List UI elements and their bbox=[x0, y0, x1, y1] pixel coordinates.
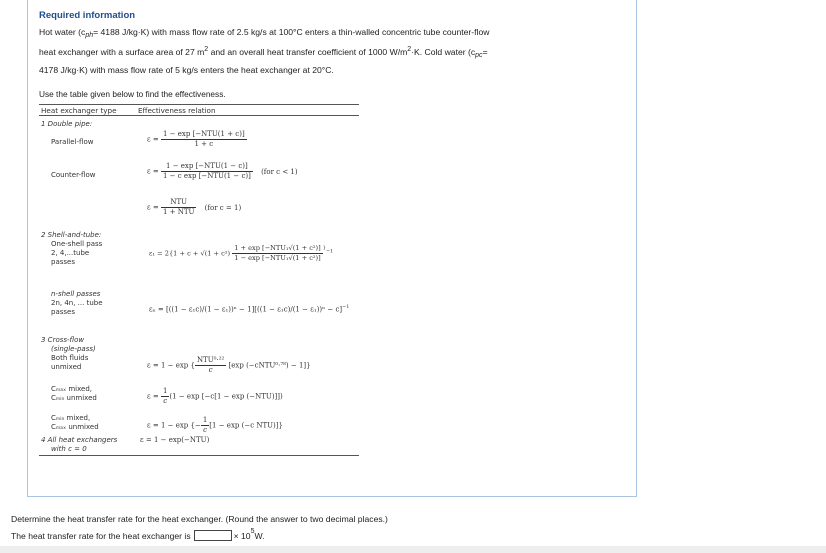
page-bottom-band bbox=[0, 546, 826, 553]
eq-one-shell: ε₁ = 2{1 + c + √(1 + c²) $\frac{\text{1 + exp [−NTU₁√(1 + c²)]}}{\text{1 − exp [−NTU₁√(1 + c²)]}}$ $^{\}-1}$ bbox=[149, 244, 334, 262]
problem-line-1: Hot water ($c_{ph}= 4188$ J/kg·K) with mass flow rate of 2.5 kg/s at 100°C enters a thin-walled concentric tube counter-flow bbox=[39, 27, 490, 39]
table-header bbox=[39, 104, 359, 116]
row-cmin-mixed: Cₘᵢₙ mixed, bbox=[51, 414, 91, 422]
row-counter-flow: Counter-flow bbox=[51, 171, 96, 179]
heat-transfer-rate-input[interactable] bbox=[194, 530, 232, 541]
effectiveness-table bbox=[39, 104, 359, 456]
required-information-panel bbox=[27, 0, 637, 497]
eq-all-exchangers: ε = 1 − exp(−NTU) bbox=[140, 436, 210, 444]
problem-line-3: 4178 J/kg·K) with mass flow rate of 5 kg/s enters the heat exchanger at 20°C. bbox=[39, 65, 334, 75]
eq-cmin-mixed: ε = 1 − exp {− $\frac{1}{c}$ [1 − exp (−c NTU)]} bbox=[147, 416, 283, 434]
eq-counter-flow-c1: ε = $\frac{\text{NTU}}{\text{1 + NTU}}$ (for c = 1) bbox=[147, 198, 242, 216]
column-header-type: Heat exchanger type bbox=[41, 106, 117, 115]
row-cross-flow: 3 Cross-flow bbox=[41, 336, 85, 344]
row-both-fluids: Both fluids bbox=[51, 354, 89, 362]
answer-line bbox=[11, 530, 265, 541]
row-n-shell-1: n-shell passes bbox=[51, 290, 101, 298]
eq-n-shell: $\varepsilon_n = [((1 - \varepsilon_1c)/(1 - \varepsilon_1))^n - 1][((1 - \varepsilon_1c)/(1 - \varepsilon_1))^n - c]^{-1}$ bbox=[149, 304, 350, 314]
row-single-pass: (single-pass) bbox=[51, 345, 96, 353]
row-both-unmixed: unmixed bbox=[51, 363, 82, 371]
row-cmin-unmixed: Cₘᵢₙ unmixed bbox=[51, 394, 97, 402]
row-double-pipe: 1 Double pipe: bbox=[41, 120, 93, 128]
row-cmax-mixed: Cₘₐₓ mixed, bbox=[51, 385, 92, 393]
answer-prefix: The heat transfer rate for the heat exchanger is bbox=[11, 530, 191, 541]
row-shell-and-tube: 2 Shell-and-tube: bbox=[41, 231, 102, 239]
question-text: Determine the heat transfer rate for the heat exchanger. (Round the answer to two decimal places.) bbox=[11, 514, 388, 524]
eq-counter-flow: ε = $\frac{\text{1 − exp [−NTU(1 − c)]}}{\text{1 − c exp [−NTU(1 − c)]}}$ (for c < 1) bbox=[147, 162, 298, 180]
row-n-shell-3: passes bbox=[51, 308, 75, 316]
table-bottom-rule bbox=[39, 455, 359, 456]
row-one-shell-3: passes bbox=[51, 258, 75, 266]
eq-parallel-flow: ε = $\frac{\text{1 − exp [−NTU(1 + c)]}}{1 + c}$ bbox=[147, 130, 245, 148]
use-table-instruction: Use the table given below to find the effectiveness. bbox=[39, 89, 226, 99]
eq-both-unmixed: ε = 1 − exp { $\frac{\text{NTU⁰·²²}}{c}$ [exp (−cNTU⁰·⁷⁸) − 1]} bbox=[147, 356, 311, 374]
row-one-shell-2: 2, 4,...tube bbox=[51, 249, 90, 257]
problem-line-2: heat exchanger with a surface area of 27 $m^2$ and an overall heat transfer coefficient of 1000 $W/m^2\cdot K$. Cold water ($c_{pc}=$ bbox=[39, 46, 488, 59]
row-one-shell-1: One-shell pass bbox=[51, 240, 103, 248]
answer-unit-exponent: 5 bbox=[250, 528, 255, 535]
column-header-relation: Effectiveness relation bbox=[138, 106, 216, 115]
row-c-zero: with c = 0 bbox=[51, 445, 87, 453]
row-parallel-flow: Parallel-flow bbox=[51, 138, 94, 146]
required-information-title: Required information bbox=[39, 10, 136, 21]
answer-unit: W. bbox=[254, 530, 265, 541]
row-n-shell-2: 2n, 4n, ... tube bbox=[51, 299, 103, 307]
eq-cmax-mixed: ε = $\frac{1}{c}$ (1 − exp [−c[1 − exp (−NTU)]]) bbox=[147, 387, 283, 405]
row-cmax-unmixed: Cₘₐₓ unmixed bbox=[51, 423, 99, 431]
row-all-exchangers: 4 All heat exchangers bbox=[41, 436, 118, 444]
answer-unit-multiplier: × 10 bbox=[233, 530, 251, 541]
